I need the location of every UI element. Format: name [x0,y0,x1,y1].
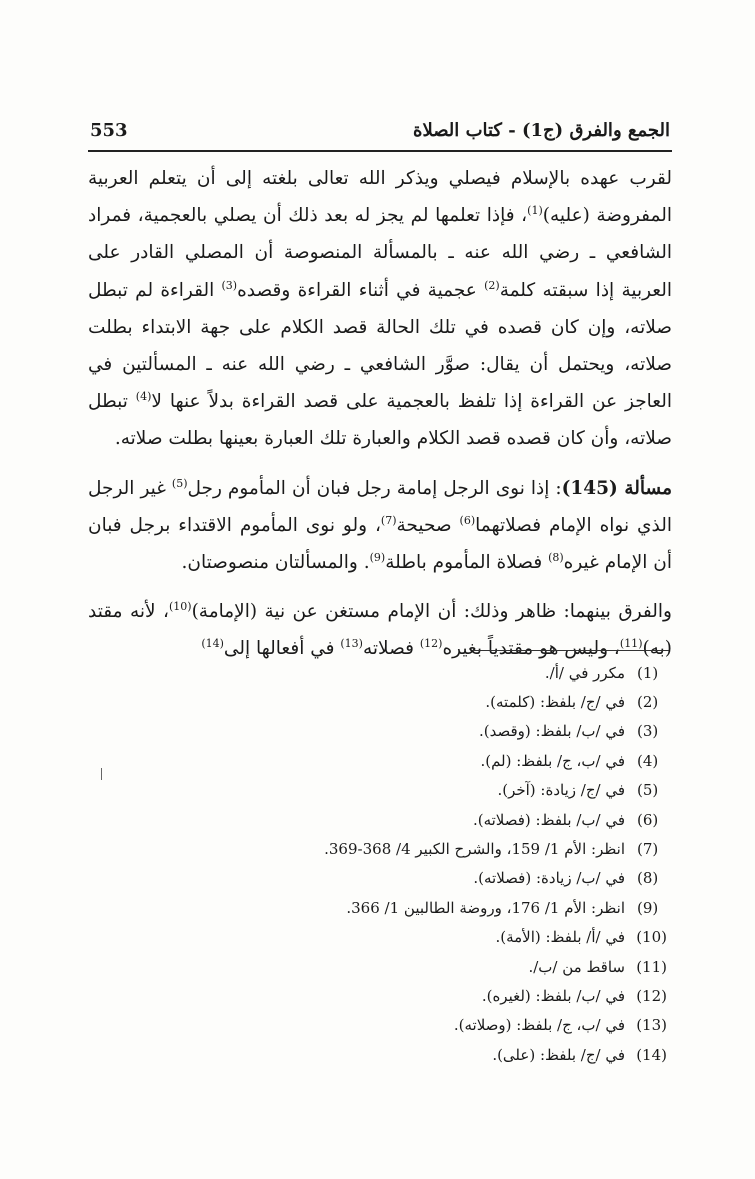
text-segment: والفرق بينهما: ظاهر وذلك: أن الإمام مستغن عن نية (الإمامة) [191,601,672,623]
text-segment: فصلاة المأموم باطلة [385,552,549,574]
header-rule [88,150,672,152]
text-segment: صحيحة [396,514,460,536]
text-segment: تبطل صلاته، وأن كان قصده قصد الكلام والعبارة تلك العبارة بعينها بطلت صلاته. [88,391,672,450]
footnote-text: في /ب/ بلفظ: (لغيره). [481,986,625,1005]
footnote-number: (10) [636,928,667,947]
footnote-ref: (10) [168,600,192,614]
footnote-text: مكرر في /أ/. [544,663,625,682]
footnote-number: (1) [637,663,659,682]
body-text [88,160,672,668]
footnote-ref: (12) [419,637,443,651]
footnote-ref: (9) [369,550,386,564]
footnote-ref: (8) [548,550,564,564]
footnote-text: في /ب، ج/ بلفظ: (وصلاته). [453,1016,625,1035]
footnote-ref: (14) [201,637,224,651]
footnote-item [88,717,667,746]
footnote-text: في /ج/ بلفظ: (على). [492,1045,625,1064]
footnote-item [88,981,667,1010]
page-number: 553 [90,119,128,141]
footnote-number: (4) [637,751,659,770]
footnote-text: في /ب/ بلفظ: (فصلاته). [472,810,625,829]
footnote-ref: (5) [171,476,188,490]
footnote-number: (14) [636,1045,667,1064]
footnote-text: في /أ/ بلفظ: (الأمة). [495,928,625,947]
footnote-ref: (13) [340,637,363,651]
footnote-number: (8) [637,869,659,888]
text-segment: لقرب عهده بالإسلام فيصلي ويذكر الله تعالى بلغته إلى أن يتعلم العربية المفروضة (عليه) [88,168,672,227]
footnote-item [88,864,667,893]
page-header [90,112,670,148]
footnote-number: (9) [637,898,659,917]
footnote-text: انظر: الأم 1/ 176، وروضة الطالبين 1/ 366. [346,898,625,917]
footnote-number: (3) [637,722,659,741]
scan-mark [101,768,102,780]
footnote-text: في /ج/ زيادة: (آخر). [497,781,625,800]
footnote-number: (11) [636,957,667,976]
footnote-item [88,923,667,952]
footnote-number: (2) [637,693,659,712]
footnote-list [88,658,667,1069]
footnote-number: (6) [637,810,659,829]
footnote-ref: (4) [135,390,152,404]
footnote-text: ساقط من /ب/. [528,957,625,976]
footnote-item [88,687,667,716]
footnote-ref: (6) [459,513,476,527]
footnote-item [88,834,667,863]
text-segment: ، لأنه مقتد (به) [88,601,672,660]
text-segment: ، فإذا تعلمها لم يجز له بعد ذلك أن يصلي بالعجمية، فمراد الشافعي ـ رضي الله عنه ـ بالمسألة المنصوصة أن المصلي القادر على العربية إذا سبقته كلمة [88,205,672,301]
text-segment: غير الرجل الذي نواه الإمام فصلاتهما [88,477,672,536]
footnote-ref: (1) [527,204,543,218]
footnote-item [88,658,667,687]
text-segment: ، وليس هو مقتدياً بغيره [442,638,620,660]
footnote-item [88,746,667,775]
footnote-item [88,1011,667,1040]
text-segment: : إذا نوى الرجل إمامة رجل فبان أن المأموم رجل [187,477,562,499]
footnote-item [88,1040,667,1069]
text-segment: فصلاته [362,638,420,660]
footnote-separator [473,650,669,651]
footnote-number: (5) [637,781,659,800]
footnote-item [88,893,667,922]
footnote-ref: (7) [380,513,397,527]
text-segment: في أفعالها إلى [223,638,341,660]
footnote-ref: (2) [484,278,500,292]
footnote-text: في /ب/ زيادة: (فصلاته). [473,869,625,888]
running-title: الجمع والفرق (ج1) - كتاب الصلاة [413,119,670,141]
footnote-text: في /ب، ج/ بلفظ: (لم). [480,751,625,770]
paragraph-2 [88,470,672,582]
footnote-text: في /ج/ بلفظ: (كلمته). [485,693,625,712]
footnote-ref: (11) [619,637,643,651]
issue-heading: مسألة (145) [561,477,672,499]
footnote-text: في /ب/ بلفظ: (وقصد). [479,722,625,741]
footnote-item [88,805,667,834]
text-segment: ، ولو نوى المأموم الاقتداء برجل فبان أن الإمام غيره [88,514,672,574]
text-segment: . والمسألتان منصوصتان. [181,552,370,574]
footnote-number: (12) [636,986,667,1005]
paragraph-1 [88,160,672,458]
text-segment: القراءة لم تبطل صلاته، وإن كان قصده في تلك الحالة قصد الكلام على جهة الابتداء بطلت صلاته، ويحتمل أن يقال: صوَّر الشافعي ـ رضي الله عنه ـ المسألتين في العاجز عن القراءة إذا تلفظ بالعجمية على قصد القراءة بدلاً عنها لا [88,279,672,413]
footnote-number: (13) [636,1016,667,1035]
footnote-item [88,776,667,805]
paragraph-3 [88,593,672,667]
footnote-item [88,952,667,981]
footnote-ref: (3) [221,278,238,292]
footnote-number: (7) [637,840,659,859]
text-segment: عجمية في أثناء القراءة وقصده [237,279,485,301]
footnote-text: انظر: الأم 1/ 159، والشرح الكبير 4/ 368-369. [324,840,625,859]
